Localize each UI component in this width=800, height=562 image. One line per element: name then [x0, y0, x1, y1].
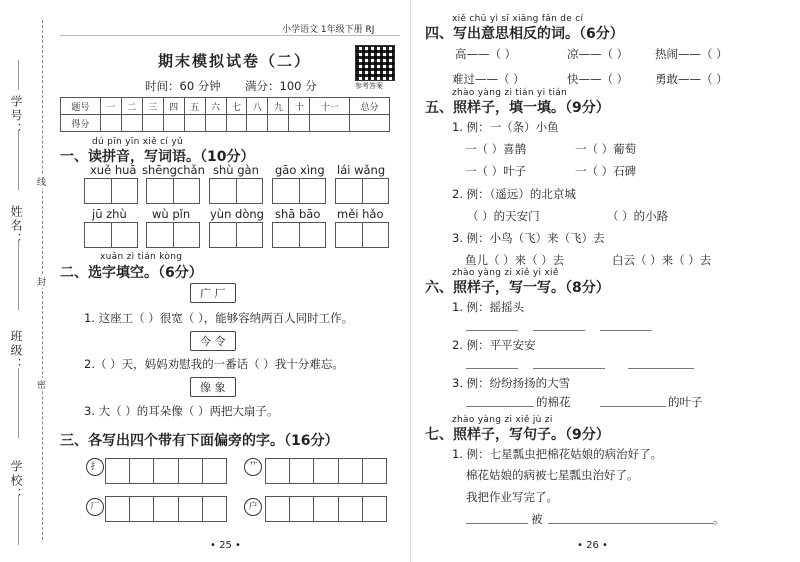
- fill-line: [18, 368, 19, 438]
- word-choice-box: 今 令: [190, 331, 236, 351]
- example-text: 2. 例：平平安安: [452, 338, 536, 352]
- word-choice-box: 像 象: [190, 377, 236, 397]
- score-header-cell: 十一: [310, 98, 350, 115]
- score-cell[interactable]: [310, 115, 350, 132]
- score-cell[interactable]: [268, 115, 289, 132]
- word-choice-box: 广 厂: [190, 283, 236, 303]
- radical-label: 户: [244, 498, 262, 516]
- answer-line[interactable]: [466, 330, 518, 331]
- pinyin-prompt: xuě huā: [90, 163, 137, 177]
- exam-title: 期末模拟试卷（二）: [158, 52, 312, 70]
- qr-code[interactable]: [355, 45, 395, 81]
- antonym-item[interactable]: 快——（ ）: [567, 72, 629, 86]
- answer-grid[interactable]: [265, 496, 387, 522]
- page-number: • 25 •: [210, 540, 241, 551]
- section-3-title: 三、各写出四个带有下面偏旁的字。（16分）: [60, 433, 339, 449]
- score-header-cell: 二: [121, 98, 142, 115]
- score-header-cell: 题号: [61, 98, 101, 115]
- answer-grid[interactable]: [105, 496, 227, 522]
- example-text: 棉花姑娘的病被七星瓢虫治好了。: [466, 468, 639, 482]
- pinyin-prompt: yùn dòng: [210, 207, 264, 221]
- score-table: [60, 97, 390, 132]
- fill-item[interactable]: （ ）的天安门: [467, 209, 540, 223]
- class-label: 班级：: [9, 330, 23, 372]
- antonym-item[interactable]: 高——（ ）: [455, 47, 517, 61]
- binding-line: [18, 60, 19, 90]
- antonym-item[interactable]: 难过——（ ）: [452, 72, 525, 86]
- page-header: 小学语文 1年级下册 RJ: [282, 25, 375, 35]
- radical-label: 艹: [244, 458, 262, 476]
- cut-mark: 封: [37, 275, 46, 288]
- score-header-cell: 七: [226, 98, 247, 115]
- score-header-cell: 总分: [350, 98, 390, 115]
- cut-mark: 密: [37, 378, 46, 391]
- score-cell[interactable]: [247, 115, 268, 132]
- section-5-title: 五、照样子，填一填。（9分）: [425, 100, 610, 116]
- score-cell[interactable]: [100, 115, 121, 132]
- answer-line[interactable]: [600, 406, 666, 407]
- radical-label: 厂: [86, 498, 104, 516]
- example-text: 3. 例：纷纷扬扬的大雪: [452, 376, 571, 390]
- fill-item[interactable]: 鱼儿（ ）来（ ）去: [465, 253, 565, 267]
- pinyin-prompt: shā bāo: [275, 207, 321, 221]
- school-label: 学校：: [9, 460, 23, 502]
- answer-grid[interactable]: [272, 178, 326, 204]
- example-text: 1. 例：七星瓢虫把棉花姑娘的病治好了。: [452, 447, 663, 461]
- score-header-cell: 一: [100, 98, 121, 115]
- answer-line[interactable]: [466, 523, 528, 524]
- answer-grid[interactable]: [209, 222, 263, 248]
- answer-line[interactable]: [600, 330, 652, 331]
- score-row-label: 得分: [61, 115, 101, 132]
- answer-grid[interactable]: [146, 222, 200, 248]
- score-cell[interactable]: [205, 115, 226, 132]
- score-cell[interactable]: [226, 115, 247, 132]
- answer-grid[interactable]: [146, 178, 200, 204]
- score-cell[interactable]: [289, 115, 310, 132]
- section-4-title: 四、写出意思相反的词。（6分）: [425, 26, 624, 42]
- score-header-cell: 八: [247, 98, 268, 115]
- example-text: 我把作业写完了。: [466, 490, 558, 504]
- section-2-title: 二、选字填空。（6分）: [60, 265, 203, 281]
- pinyin-prompt: jū zhù: [92, 207, 127, 221]
- fill-item[interactable]: 一（ ）叶子: [465, 164, 527, 178]
- exam-full-score: 满分：100 分: [245, 79, 317, 93]
- section-pinyin: zhào yàng zi xiě yi xiě: [452, 268, 559, 278]
- answer-line[interactable]: [466, 368, 518, 369]
- answer-grid[interactable]: [84, 222, 138, 248]
- fill-item[interactable]: 一（ ）葡萄: [575, 142, 637, 156]
- fill-item[interactable]: （ ）的小路: [607, 209, 669, 223]
- score-cell[interactable]: [163, 115, 184, 132]
- fill-question: 1. 这座工（ ）很宽（ ），能够容纳两百人同时工作。: [84, 311, 354, 325]
- score-cell[interactable]: [350, 115, 390, 132]
- score-header-cell: 六: [205, 98, 226, 115]
- score-header-cell: 四: [163, 98, 184, 115]
- score-header-cell: 十: [289, 98, 310, 115]
- answer-line[interactable]: [548, 523, 713, 524]
- fill-question: 3. 大（ ）的耳朵像（ ）两把大扇子。: [84, 404, 279, 418]
- page-fold: [410, 0, 411, 562]
- pinyin-prompt: wù pǐn: [152, 207, 191, 221]
- answer-grid[interactable]: [335, 222, 389, 248]
- answer-line[interactable]: [533, 330, 585, 331]
- phrase-suffix: 的棉花: [536, 395, 571, 409]
- fill-line: [18, 130, 19, 190]
- cut-mark: 线: [37, 175, 46, 188]
- answer-grid[interactable]: [265, 458, 387, 484]
- fill-item[interactable]: 一（ ）石碑: [575, 164, 637, 178]
- antonym-item[interactable]: 勇敢——（ ）: [655, 72, 728, 86]
- fill-line: [18, 495, 19, 545]
- pinyin-prompt: shēngchǎn: [142, 163, 205, 177]
- pinyin-prompt: gāo xìng: [275, 163, 325, 177]
- score-cell[interactable]: [184, 115, 205, 132]
- example-text: 2. 例：（遥远）的北京城: [452, 187, 576, 201]
- score-header-cell: 九: [268, 98, 289, 115]
- section-6-title: 六、照样子，写一写。（8分）: [425, 280, 610, 296]
- exam-time: 时间：60 分钟: [145, 79, 221, 93]
- radical-label: 扌: [86, 458, 104, 476]
- score-cell[interactable]: [121, 115, 142, 132]
- score-header-cell: 五: [184, 98, 205, 115]
- section-1-title: 一、读拼音，写词语。（10分）: [60, 149, 255, 165]
- answer-line[interactable]: [628, 368, 694, 369]
- answer-line[interactable]: [466, 406, 534, 407]
- header-rule: [60, 35, 400, 36]
- sentence-keyword: 被: [531, 512, 543, 526]
- answer-grid[interactable]: [209, 178, 263, 204]
- answer-grid[interactable]: [335, 178, 389, 204]
- sentence-end: 。: [713, 512, 725, 526]
- answer-grid[interactable]: [105, 458, 227, 484]
- name-label: 姓名：: [9, 205, 23, 247]
- score-cell[interactable]: [142, 115, 163, 132]
- answer-line[interactable]: [533, 368, 605, 369]
- pinyin-prompt: shù gàn: [213, 163, 259, 177]
- example-text: 3. 例：小鸟（飞）来（飞）去: [452, 231, 605, 245]
- section-pinyin: zhào yàng zi tián yi tián: [452, 88, 568, 98]
- phrase-suffix: 的叶子: [668, 395, 703, 409]
- example-text: 1. 例：摇摇头: [452, 300, 525, 314]
- section-pinyin: xuǎn zì tián kòng: [100, 252, 183, 262]
- section-7-title: 七、照样子，写句子。（9分）: [425, 427, 610, 443]
- antonym-item[interactable]: 凉——（ ）: [567, 47, 629, 61]
- antonym-item[interactable]: 热闹——（ ）: [655, 47, 728, 61]
- score-header-cell: 三: [142, 98, 163, 115]
- pinyin-prompt: lái wǎng: [337, 163, 386, 177]
- qr-caption: 参考答案: [355, 82, 383, 90]
- answer-grid[interactable]: [84, 178, 138, 204]
- answer-grid[interactable]: [272, 222, 326, 248]
- fill-question: 2.（ ）天，妈妈劝慰我的一番话（ ）我十分难忘。: [84, 357, 344, 371]
- page-number: • 26 •: [577, 540, 608, 551]
- fill-item[interactable]: 白云（ ）来（ ）去: [612, 253, 712, 267]
- fill-line: [18, 240, 19, 310]
- pinyin-prompt: měi hǎo: [337, 207, 384, 221]
- section-pinyin: dú pīn yīn xiě cí yǔ: [92, 137, 184, 147]
- student-number-label: 学号：: [9, 95, 23, 137]
- example-text: 1. 例：一（条）小鱼: [452, 120, 559, 134]
- section-pinyin: zhào yàng zi xiě jù zi: [452, 415, 553, 425]
- section-pinyin: xiě chū yì sī xiāng fǎn de cí: [452, 14, 584, 24]
- fill-item[interactable]: 一（ ）喜鹊: [465, 142, 527, 156]
